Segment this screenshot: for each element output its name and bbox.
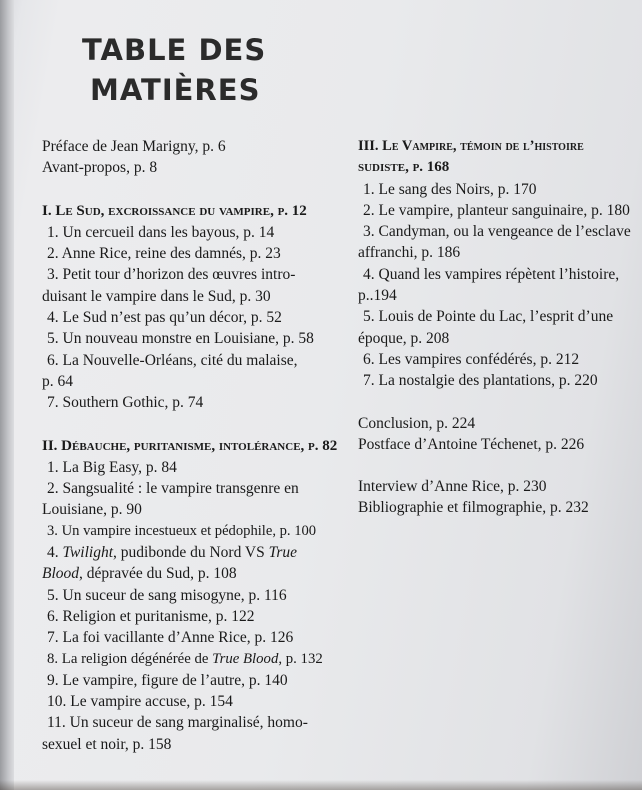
toc-entry: p..194 bbox=[358, 287, 397, 305]
toc-entry: 6. Religion et puritanisme, p. 122 bbox=[47, 607, 255, 625]
toc-entry: 5. Un suceur de sang misogyne, p. 116 bbox=[47, 586, 287, 604]
toc-entry: Bibliographie et filmographie, p. 232 bbox=[358, 499, 589, 517]
toc-entry: époque, p. 208 bbox=[358, 329, 450, 347]
left-column bbox=[42, 136, 338, 755]
toc-entry: 8. La religion dégénérée de True Blood, p. 132 bbox=[47, 650, 323, 667]
toc-entry: 7. Southern Gothic, p. 74 bbox=[47, 394, 204, 412]
section-heading: I. Le Sud, excroissance du vampire, p. 12 bbox=[42, 202, 307, 219]
toc-entry: 7. La foi vacillante d’Anne Rice, p. 126 bbox=[47, 629, 294, 647]
section-heading: II. Débauche, puritanisme, intolérance, p. 82 bbox=[42, 437, 338, 454]
toc-entry: sexuel et noir, p. 158 bbox=[42, 735, 172, 753]
toc-entry: 3. Un vampire incestueux et pédophile, p. 100 bbox=[47, 522, 317, 539]
section-heading: sudiste, p. 168 bbox=[358, 159, 450, 176]
toc-entry: 2. Le vampire, planteur sanguinaire, p. 180 bbox=[363, 201, 630, 219]
toc-entry: p. 64 bbox=[42, 372, 73, 390]
toc-entry: Avant-propos, p. 8 bbox=[42, 159, 158, 177]
toc-entry: 9. Le vampire, figure de l’autre, p. 140 bbox=[47, 671, 288, 689]
toc-entry: 1. Le sang des Noirs, p. 170 bbox=[363, 180, 537, 198]
toc-entry: Louisiane, p. 90 bbox=[42, 501, 142, 519]
toc-entry: affranchi, p. 186 bbox=[358, 244, 461, 262]
toc-entry: duisant le vampire dans le Sud, p. 30 bbox=[42, 287, 271, 305]
section-heading: III. Le Vampire, témoin de l’histoire bbox=[358, 138, 584, 154]
toc-entry: Préface de Jean Marigny, p. 6 bbox=[42, 138, 226, 155]
toc-entry: Blood, dépravée du Sud, p. 108 bbox=[42, 565, 237, 583]
toc-entry: 4. Le Sud n’est pas qu’un décor, p. 52 bbox=[47, 309, 282, 327]
toc-entry: 6. Les vampires confédérés, p. 212 bbox=[363, 350, 580, 368]
page-title bbox=[82, 30, 266, 110]
title-line-1: TABLE DES bbox=[82, 33, 267, 67]
toc-entry: Interview d’Anne Rice, p. 230 bbox=[358, 478, 547, 496]
toc-entry: 7. La nostalgie des plantations, p. 220 bbox=[363, 372, 598, 390]
toc-entry: 5. Louis de Pointe du Lac, l’esprit d’une bbox=[363, 308, 614, 326]
toc-entry: 3. Petit tour d’horizon des œuvres intro- bbox=[47, 266, 296, 284]
right-column bbox=[358, 136, 631, 519]
toc-entry: 1. La Big Easy, p. 84 bbox=[47, 458, 177, 476]
page-bottom-shadow bbox=[0, 780, 642, 790]
toc-entry: 10. Le vampire accuse, p. 154 bbox=[47, 693, 233, 711]
toc-entry: 4. Twilight, pudibonde du Nord VS True bbox=[47, 544, 298, 562]
toc-entry: Postface d’Antoine Téchenet, p. 226 bbox=[358, 435, 585, 453]
toc-entry: 5. Un nouveau monstre en Louisiane, p. 58 bbox=[47, 330, 314, 348]
page-edge bbox=[0, 0, 14, 790]
toc-entry: 3. Candyman, ou la vengeance de l’esclave bbox=[363, 223, 631, 241]
toc-entry: Conclusion, p. 224 bbox=[358, 414, 476, 432]
toc-entry: 6. La Nouvelle-Orléans, cité du malaise, bbox=[47, 351, 298, 369]
title-line-2: MATIÈRES bbox=[90, 73, 261, 107]
toc-entry: 2. Anne Rice, reine des damnés, p. 23 bbox=[47, 245, 281, 263]
toc-entry: 4. Quand les vampires répètent l’histoire, bbox=[363, 265, 620, 283]
toc-entry: 2. Sangsualité : le vampire transgenre en bbox=[47, 480, 299, 498]
toc-entry: 1. Un cercueil dans les bayous, p. 14 bbox=[47, 223, 275, 241]
toc-entry: 11. Un suceur de sang marginalisé, homo- bbox=[47, 714, 308, 732]
